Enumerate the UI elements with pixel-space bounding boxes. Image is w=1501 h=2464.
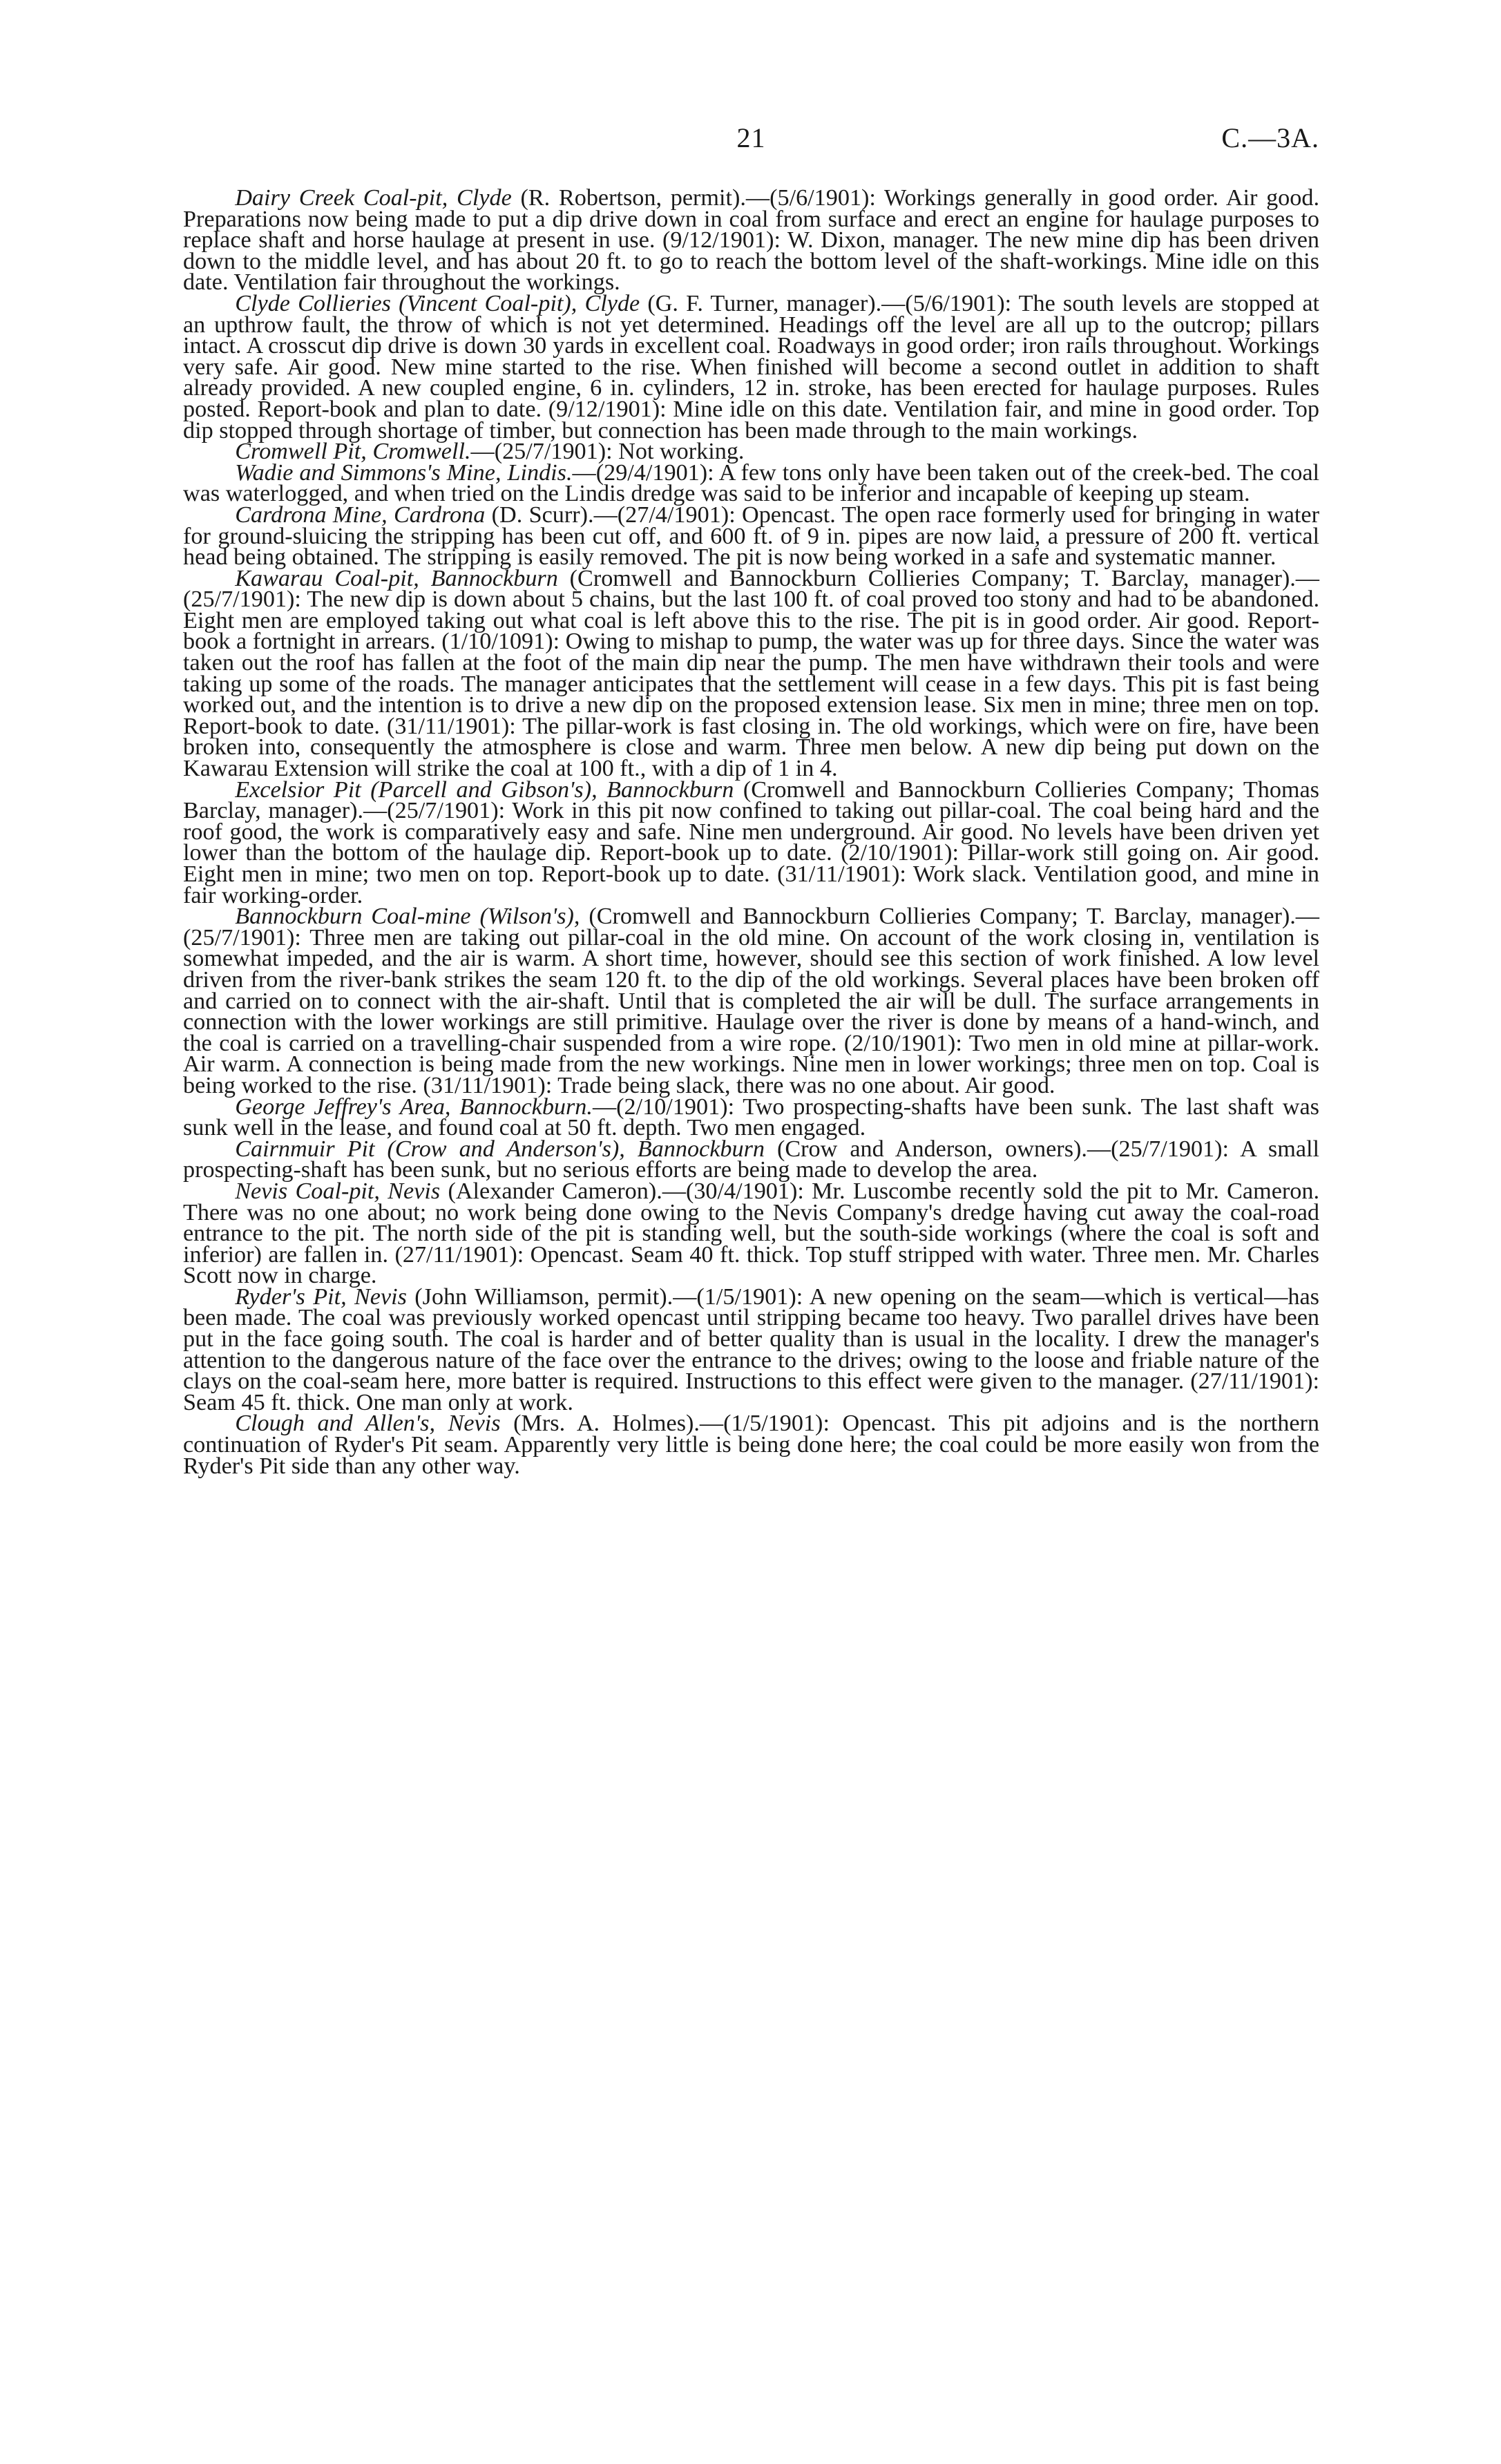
entry-text: (R. Robertson, permit).—(5/6/1901): Workings generally in good order. Air good. Preparations now being made to put a dip drive down in coal from surface and erect an engine for haulage purposes to replace shaft and horse haulage at present in use. (9/12/1901): W. Dixon, manager. The new mine dip has been driven down to the middle level, and has about 20 ft. to go to reach the bottom level of the shaft-workings. Mine idle on this date. Ventilation fair throughout the workings. bbox=[183, 185, 1319, 296]
entry-clyde-collieries bbox=[183, 290, 1319, 443]
place-name: Wadie and Simmons's Mine, Lindis. bbox=[235, 459, 573, 486]
entry-kawarau bbox=[183, 565, 1319, 782]
place-name: Kawarau Coal-pit, Bannockburn bbox=[235, 565, 558, 591]
place-name: Excelsior Pit (Parcell and Gibson's), Bannockburn bbox=[235, 776, 734, 803]
page-number: 21 bbox=[736, 122, 766, 153]
place-name: Nevis Coal-pit, Nevis bbox=[235, 1178, 441, 1204]
entry-excelsior bbox=[183, 776, 1319, 908]
entry-cardrona bbox=[183, 502, 1319, 571]
entry-cairnmuir bbox=[183, 1136, 1319, 1183]
place-name: Cromwell Pit, Cromwell. bbox=[235, 439, 471, 465]
entry-text: —(2/10/1901): Two prospecting-shafts have been sunk. The last shaft was sunk well in the lease, and found coal at 50 ft. depth. Two men engaged. bbox=[183, 1093, 1319, 1141]
place-name: Bannockburn Coal-mine (Wilson's), bbox=[235, 904, 580, 930]
entry-ryders-pit bbox=[183, 1283, 1319, 1415]
place-name: Dairy Creek Coal-pit, Clyde bbox=[235, 185, 512, 211]
entry-text: (Cromwell and Bannockburn Collieries Company; Thomas Barclay, manager).—(25/7/1901): Work in this pit now confined to taking out pillar-coal. The coal being hard and the roof good, the work is comparatively easy and safe. Nine men underground. Air good. No levels have been driven yet lower than the bottom of the haulage dip. Report-book up to date. (2/10/1901): Pillar-work still going on. Air good. Eight men in mine; two men on top. Report-book up to date. (31/11/1901): Work slack. Ventilation good, and mine in fair working-order. bbox=[183, 776, 1319, 908]
place-name: Clyde Collieries (Vincent Coal-pit), Clyde bbox=[235, 290, 640, 316]
entry-text: (Crow and Anderson, owners).—(25/7/1901): A small prospecting-shaft has been sunk, but no serious efforts are being made to develop the area. bbox=[183, 1136, 1319, 1183]
entry-text: (Alexander Cameron).—(30/4/1901): Mr. Luscombe recently sold the pit to Mr. Cameron. There was no one about; no work being done owing to the Nevis Company's dredge having cut away the coal-road entrance to the pit. The north side of the pit is standing well, but the south-side workings (where the coal is soft and inferior) are fallen in. (27/11/1901): Opencast. Seam 40 ft. thick. Top stuff stripped with water. Three men. Mr. Charles Scott now in charge. bbox=[183, 1178, 1319, 1289]
entry-dairy-creek bbox=[183, 185, 1319, 296]
entry-text: (John Williamson, permit).—(1/5/1901): A new opening on the seam—which is vertical—has been made. The coal was previously worked opencast until stripping became too heavy. Two parallel drives have been put in the face going south. The coal is harder and of better quality than is usual in the locality. I drew the manager's attention to the dangerous nature of the face over the entrance to the drives; owing to the loose and friable nature of the clays on the coal-seam here, more batter is required. Instructions to this effect were given to the manager. (27/11/1901): Seam 45 ft. thick. One man only at work. bbox=[183, 1283, 1319, 1415]
report-body bbox=[183, 185, 1320, 1479]
place-name: Cairnmuir Pit (Crow and Anderson's), Bannockburn bbox=[235, 1136, 765, 1162]
entry-text: —(25/7/1901): Not working. bbox=[470, 439, 745, 465]
entry-text: (D. Scurr).—(27/4/1901): Opencast. The open race formerly used for bringing in water for ground-sluicing the stripping has been cut off, and 600 ft. of 9 in. pipes are now laid, a pressure of 200 ft. vertical head being obtained. The stripping is easily removed. The pit is now being worked in a safe and systematic manner. bbox=[183, 502, 1319, 571]
entry-text: (Cromwell and Bannockburn Collieries Company; T. Barclay, manager).—(25/7/1901): The new dip is down about 5 chains, but the last 100 ft. of coal proved too stony and had to be abandoned. Eight men are employed taking out what coal is left above this to the rise. The pit is in good order. Air good. Report-book a fortnight in arrears. (1/10/1091): Owing to mishap to pump, the water was up for three days. Since the water was taken out the roof has fallen at the foot of the main dip near the pump. The men have withdrawn their tools and were taking up some of the roads. The manager anticipates that the settlement will cease in a few days. This pit is fast being worked out, and the intention is to drive a new dip on the proposed extension lease. Six men in mine; three men on top. Report-book to date. (31/11/1901): The pillar-work is fast closing in. The old workings, which were on fire, have been broken into, consequently the atmosphere is close and warm. Three men below. A new dip being put down on the Kawarau Extension will strike the coal at 100 ft., with a dip of 1 in 4. bbox=[183, 565, 1319, 782]
entry-nevis-coal-pit bbox=[183, 1178, 1319, 1289]
entry-wadie-simmons bbox=[183, 459, 1320, 507]
entry-text: —(29/4/1901): A few tons only have been taken out of the creek-bed. The coal was waterlogged, and when tried on the Lindis dredge was said to be inferior and incapable of keeping up steam. bbox=[183, 459, 1320, 507]
document-code: C.—3A. bbox=[1221, 122, 1319, 153]
entry-text: (G. F. Turner, manager).—(5/6/1901): The south levels are stopped at an upthrow fault, the throw of which is not yet determined. Headings off the level are all up to the outcrop; pillars intact. A crosscut dip drive is down 30 yards in excellent coal. Roadways in good order; iron rails throughout. Workings very safe. Air good. New mine started to the rise. When finished will become a second outlet in addition to shaft already provided. A new coupled engine, 6 in. cylinders, 12 in. stroke, has been erected for haulage purposes. Rules posted. Report-book and plan to date. (9/12/1901): Mine idle on this date. Ventilation fair, and mine in good order. Top dip stopped through shortage of timber, but connection has been made through to the main workings. bbox=[183, 290, 1319, 443]
place-name: Cardrona Mine, Cardrona bbox=[235, 502, 486, 528]
page-header bbox=[183, 122, 1319, 156]
place-name: Ryder's Pit, Nevis bbox=[235, 1283, 407, 1310]
entry-bannockburn-wilson bbox=[183, 906, 1319, 1096]
place-name: Clough and Allen's, Nevis bbox=[235, 1411, 501, 1437]
entry-george-jeffrey bbox=[183, 1093, 1319, 1141]
entry-clough-allen bbox=[183, 1413, 1319, 1477]
entry-text: (Mrs. A. Holmes).—(1/5/1901): Opencast. This pit adjoins and is the northern continuation of Ryder's Pit seam. Apparently very little is being done here; the coal could be more easily won from the Ryder's Pit side than any other way. bbox=[183, 1411, 1320, 1479]
place-name: George Jeffrey's Area, Bannockburn. bbox=[235, 1093, 593, 1120]
entry-text: (Cromwell and Bannockburn Collieries Company; T. Barclay, manager).—(25/7/1901): Three men are taking out pillar-coal in the old mine. On account of the work closing in, ventilation is somewhat impeded, and the air is warm. A short time, however, should see this section of work finished. A low level driven from the river-bank strikes the seam 120 ft. to the dip of the old workings. Several places have been broken off and carried on to connect with the air-shaft. Until that is completed the air will be dull. The surface arrangements in connection with the lower workings are still primitive. Haulage over the river is done by means of a hand-winch, and the coal is carried on a travelling-chair suspended from a wire rope. (2/10/1901): Two men in old mine at pillar-work. Air warm. A connection is being made from the new workings. Nine men in lower workings; three men on top. Coal is being worked to the rise. (31/11/1901): Trade being slack, there was no one about. Air good. bbox=[183, 904, 1319, 1098]
